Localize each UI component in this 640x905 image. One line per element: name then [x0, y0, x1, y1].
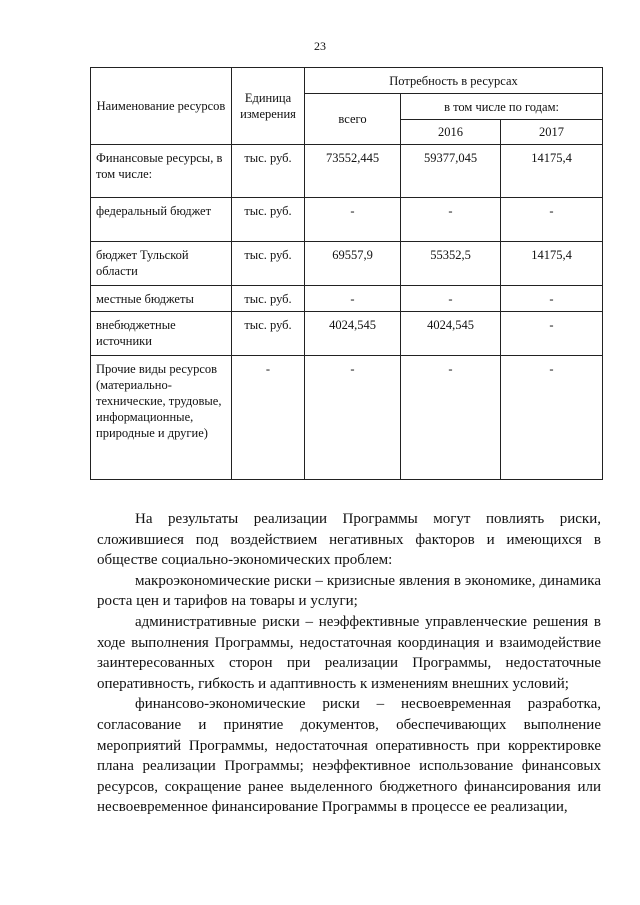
table-row — [91, 145, 603, 198]
body-text — [97, 509, 601, 818]
header-year-2016: 2016 — [401, 120, 501, 145]
row-name: местные бюджеты — [91, 286, 232, 312]
resources-table — [90, 67, 603, 480]
row-unit: тыс. руб. — [232, 145, 305, 198]
table-row — [91, 242, 603, 286]
row-2017: 14175,4 — [501, 145, 603, 198]
row-2017: - — [501, 356, 603, 480]
header-year-2017: 2017 — [501, 120, 603, 145]
table-row — [91, 312, 603, 356]
row-unit: тыс. руб. — [232, 242, 305, 286]
row-2016: 59377,045 — [401, 145, 501, 198]
paragraph: макроэкономические риски – кризисные явления в экономике, динамика роста цен и тарифов на товары и услуги; — [97, 572, 601, 610]
row-2017: 14175,4 — [501, 242, 603, 286]
row-2016: - — [401, 198, 501, 242]
row-name: федеральный бюджет — [91, 198, 232, 242]
row-name: Прочие виды ресурсов (материально-технические, трудовые, информационные, природные и другие) — [91, 356, 232, 480]
row-2017: - — [501, 286, 603, 312]
header-name: Наименование ресурсов — [91, 68, 232, 145]
row-name: бюджет Тульской области — [91, 242, 232, 286]
row-unit: тыс. руб. — [232, 198, 305, 242]
header-need: Потребность в ресурсах — [305, 68, 603, 94]
row-name: Финансовые ресурсы, в том числе: — [91, 145, 232, 198]
row-2017: - — [501, 198, 603, 242]
row-unit: - — [232, 356, 305, 480]
row-total: - — [305, 198, 401, 242]
header-total: всего — [305, 94, 401, 145]
header-by-years: в том числе по годам: — [401, 94, 603, 120]
header-unit: Единица измерения — [232, 68, 305, 145]
row-total: - — [305, 356, 401, 480]
row-total: 4024,545 — [305, 312, 401, 356]
table-row — [91, 198, 603, 242]
table-row — [91, 356, 603, 480]
paragraph: административные риски – неэффективные управленческие решения в ходе выполнения Программы, недостаточная координация и взаимодействие заинтересованных сторон при реализации Программы, недостаточные оперативность, гибкость и адаптивность к изменениям внешних условий; — [97, 613, 601, 692]
page-number: 23 — [314, 39, 326, 53]
row-name: внебюджетные источники — [91, 312, 232, 356]
row-2016: 4024,545 — [401, 312, 501, 356]
paragraph: На результаты реализации Программы могут повлиять риски, сложившиеся под воздействием негативных факторов и имеющихся в обществе социально-экономических проблем: — [97, 511, 601, 569]
row-total: - — [305, 286, 401, 312]
row-2016: - — [401, 356, 501, 480]
row-unit: тыс. руб. — [232, 312, 305, 356]
row-2016: 55352,5 — [401, 242, 501, 286]
row-total: 69557,9 — [305, 242, 401, 286]
row-2016: - — [401, 286, 501, 312]
table-row — [91, 286, 603, 312]
row-2017: - — [501, 312, 603, 356]
paragraph: финансово-экономические риски – несвоевременная разработка, согласование и принятие документов, обеспечивающих выполнение мероприятий Программы, недостаточная оперативность при корректировке плана реализации Программы; неэффективное использование финансовых ресурсов, сокращение ранее выделенного бюджетного финансирования или несвоевременное финансирование Программы в процессе ее реализации, — [97, 696, 601, 816]
row-total: 73552,445 — [305, 145, 401, 198]
row-unit: тыс. руб. — [232, 286, 305, 312]
